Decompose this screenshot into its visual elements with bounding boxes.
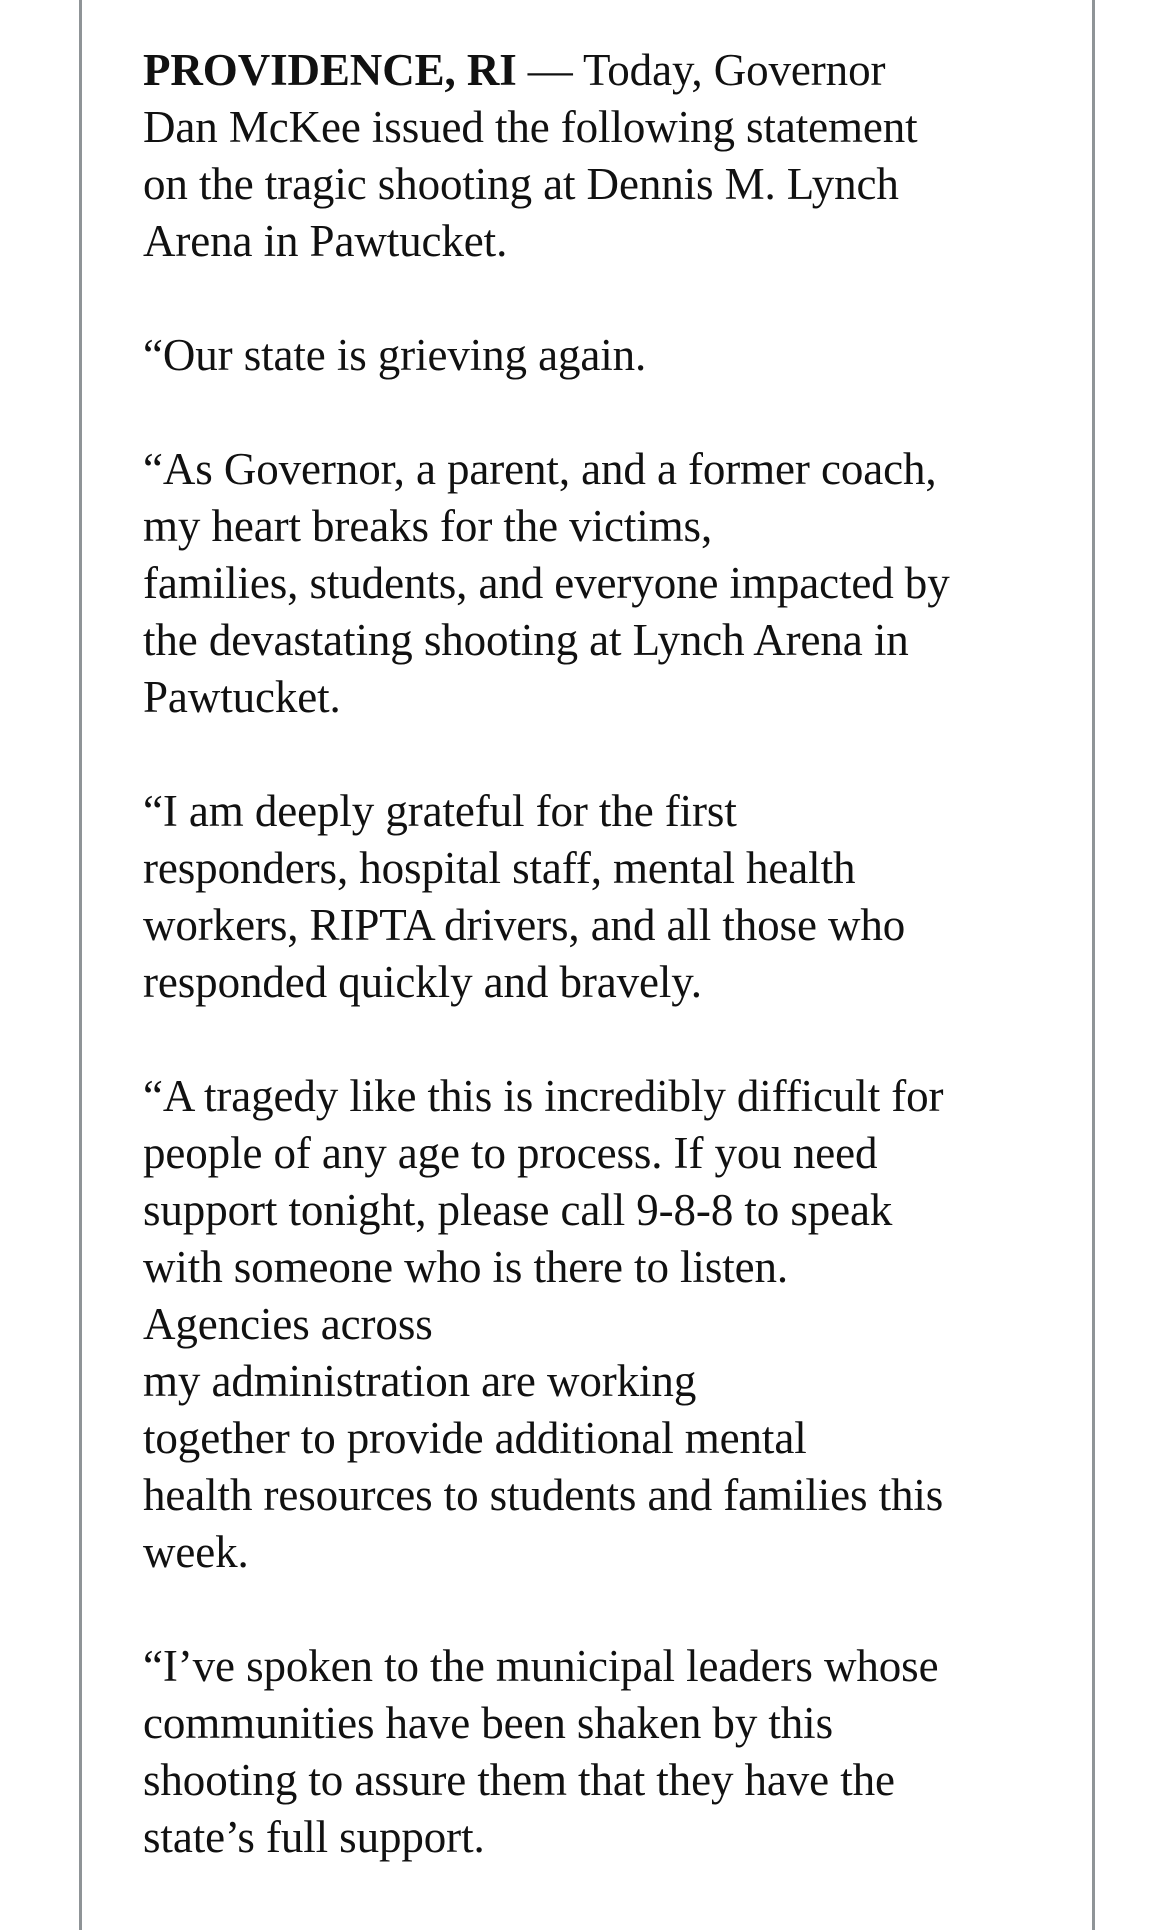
text-line: state’s full support. — [143, 1812, 485, 1862]
text-line: my administration are working — [143, 1356, 697, 1406]
text-line: shooting to assure them that they have the — [143, 1755, 895, 1805]
text-line: support tonight, please call 9-8-8 to speak — [143, 1185, 893, 1235]
text-line: communities have been shaken by this — [143, 1698, 833, 1748]
paragraph-municipal-leaders — [143, 1638, 1063, 1866]
dateline: PROVIDENCE, RI — [143, 45, 517, 95]
text-line: the devastating shooting at Lynch Arena in — [143, 615, 909, 665]
text-line: my heart breaks for the victims, — [143, 501, 713, 551]
paragraph-support-988 — [143, 1068, 1063, 1581]
text-line: with someone who is there to listen. — [143, 1242, 789, 1292]
text-line: families, students, and everyone impacted by — [143, 558, 950, 608]
text-line: “I am deeply grateful for the first — [143, 786, 737, 836]
text-line: workers, RIPTA drivers, and all those who — [143, 900, 906, 950]
text-line: “I’ve spoken to the municipal leaders whose — [143, 1641, 939, 1691]
text-line: Arena in Pawtucket. — [143, 216, 508, 266]
text-line: together to provide additional mental — [143, 1413, 807, 1463]
text-line: on the tragic shooting at Dennis M. Lynch — [143, 159, 899, 209]
press-statement — [143, 42, 1063, 1866]
text-line: “As Governor, a parent, and a former coach, — [143, 444, 937, 494]
paragraph-grieving — [143, 327, 1063, 384]
text-line: Dan McKee issued the following statement — [143, 102, 918, 152]
text-line: Pawtucket. — [143, 672, 341, 722]
text-line: “Our state is grieving again. — [143, 330, 647, 380]
text-line: responded quickly and bravely. — [143, 957, 702, 1007]
paragraph-heart-breaks — [143, 441, 1063, 726]
paragraph-intro — [143, 42, 1063, 270]
paragraph-grateful — [143, 783, 1063, 1011]
text-line: PROVIDENCE, RI — Today, Governor — [143, 45, 886, 95]
text-line: week. — [143, 1527, 249, 1577]
text-line: health resources to students and families this — [143, 1470, 944, 1520]
text-line: responders, hospital staff, mental health — [143, 843, 856, 893]
text-line: “A tragedy like this is incredibly difficult for — [143, 1071, 944, 1121]
text-line: Agencies across — [143, 1299, 433, 1349]
text-line: people of any age to process. If you need — [143, 1128, 878, 1178]
em-dash: — — [516, 45, 584, 95]
